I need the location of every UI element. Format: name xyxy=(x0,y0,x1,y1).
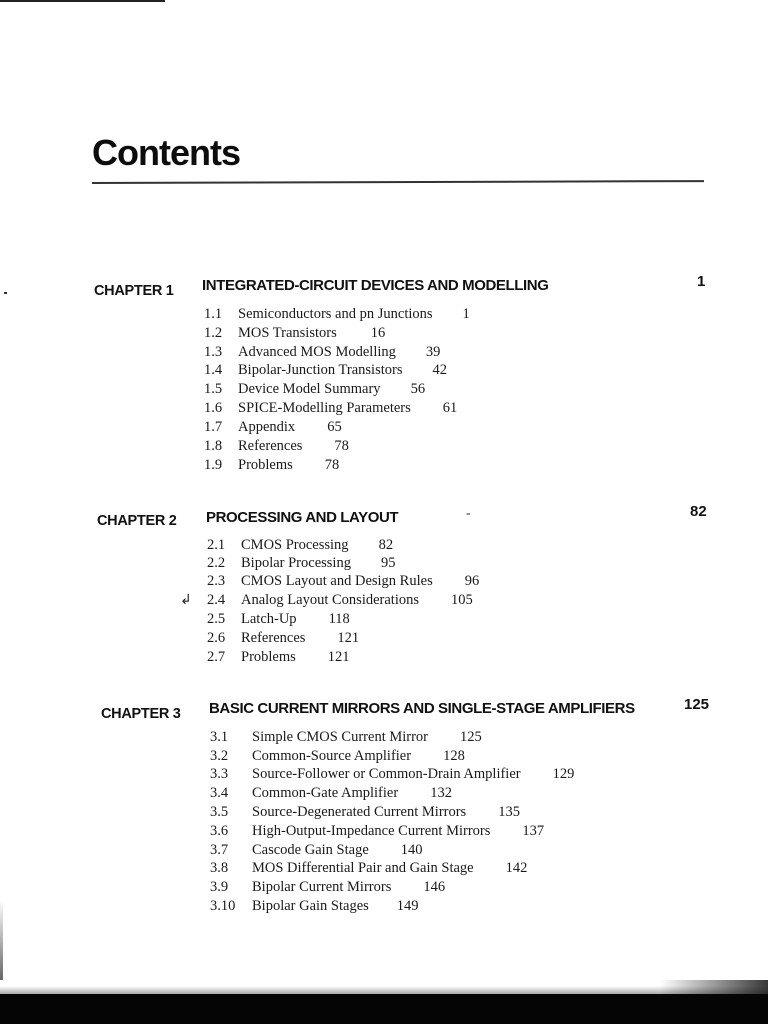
chapter-2-page: 82 xyxy=(690,503,707,520)
section-title: Bipolar-Junction Transistors xyxy=(238,362,403,378)
toc-entry xyxy=(204,306,470,323)
toc-entry xyxy=(210,823,544,840)
chapter-3-page: 125 xyxy=(684,696,710,713)
margin-speck xyxy=(4,292,7,294)
section-number: 1.8 xyxy=(204,438,223,454)
section-title: Semiconductors and pn Junctions xyxy=(238,306,433,322)
section-title: Advanced MOS Modelling xyxy=(238,344,396,360)
section-title: References xyxy=(241,630,306,646)
section-number: 1.7 xyxy=(204,419,223,435)
top-edge-rule xyxy=(0,0,165,2)
section-page: 96 xyxy=(464,573,480,589)
section-title: Common-Gate Amplifier xyxy=(252,785,399,801)
section-page: 56 xyxy=(410,381,426,397)
section-page: 137 xyxy=(522,823,545,839)
toc-entry xyxy=(210,766,574,783)
section-title: Bipolar Current Mirrors xyxy=(252,879,392,895)
toc-entry xyxy=(207,649,350,666)
section-page: 82 xyxy=(378,537,394,553)
toc-entry xyxy=(204,400,457,417)
toc-entry xyxy=(210,748,465,765)
chapter-3-title: BASIC CURRENT MIRRORS AND SINGLE-STAGE AMPLIFIERS xyxy=(209,700,635,717)
section-page: 135 xyxy=(498,804,520,820)
section-title: MOS Differential Pair and Gain Stage xyxy=(252,860,474,876)
section-page: 105 xyxy=(451,592,473,608)
section-number: 1.1 xyxy=(204,306,223,322)
section-page: 149 xyxy=(396,898,419,914)
section-page: 146 xyxy=(423,879,446,895)
section-number: 2.7 xyxy=(207,649,226,665)
title-underline xyxy=(92,180,704,184)
section-title: SPICE-Modelling Parameters xyxy=(238,400,411,416)
toc-entry xyxy=(210,842,423,859)
section-title: CMOS Processing xyxy=(241,537,349,553)
chapter-2-title: PROCESSING AND LAYOUT xyxy=(206,509,399,526)
section-number: 3.3 xyxy=(210,766,229,782)
section-title: Source-Degenerated Current Mirrors xyxy=(252,804,467,820)
hand-check-mark: ↲ xyxy=(180,593,192,608)
section-page: 16 xyxy=(370,325,386,341)
section-number: 1.2 xyxy=(204,325,223,341)
section-title: Appendix xyxy=(238,419,296,435)
section-page: 65 xyxy=(327,419,342,435)
section-number: 2.1 xyxy=(207,537,226,553)
page-left-edge-shadow xyxy=(0,900,3,980)
section-page: 121 xyxy=(327,649,350,665)
chapter-2-label: CHAPTER 2 xyxy=(97,513,177,529)
section-number: 2.2 xyxy=(207,555,226,571)
section-number: 1.9 xyxy=(204,457,223,473)
toc-entry xyxy=(210,729,482,746)
section-number: 3.8 xyxy=(210,860,229,876)
section-page: 78 xyxy=(324,457,340,473)
chapter-1-title: INTEGRATED-CIRCUIT DEVICES AND MODELLING xyxy=(202,277,549,294)
stray-mark: - xyxy=(466,506,471,521)
section-number: 1.3 xyxy=(204,344,223,360)
section-title: High-Output-Impedance Current Mirrors xyxy=(252,823,491,839)
toc-entry xyxy=(210,879,445,896)
section-number: 3.4 xyxy=(210,785,229,801)
toc-entry xyxy=(204,419,342,436)
section-page: 95 xyxy=(380,555,396,571)
scan-bottom-edge xyxy=(0,994,768,1024)
section-number: 1.4 xyxy=(204,362,223,378)
section-number: 2.5 xyxy=(207,611,226,627)
section-title: Device Model Summary xyxy=(238,381,381,397)
toc-entry xyxy=(207,555,395,572)
section-number: 1.6 xyxy=(204,400,223,416)
toc-entry xyxy=(210,804,520,821)
section-page: 118 xyxy=(328,611,350,627)
toc-entry xyxy=(207,592,473,609)
section-page: 125 xyxy=(460,729,482,745)
section-number: 3.10 xyxy=(210,898,236,914)
section-page: 129 xyxy=(552,766,575,782)
section-title: Simple CMOS Current Mirror xyxy=(252,729,429,745)
section-page: 128 xyxy=(443,748,465,764)
toc-entry xyxy=(204,381,425,398)
section-number: 1.5 xyxy=(204,381,223,397)
section-title: Cascode Gain Stage xyxy=(252,842,369,858)
section-number: 3.6 xyxy=(210,823,229,839)
chapter-3-label: CHAPTER 3 xyxy=(101,706,181,722)
toc-entry xyxy=(204,457,339,474)
toc-entry xyxy=(204,362,447,379)
section-page: 61 xyxy=(442,400,458,416)
section-title: Bipolar Gain Stages xyxy=(252,898,369,914)
section-number: 3.5 xyxy=(210,804,229,820)
section-number: 3.9 xyxy=(210,879,229,895)
section-page: 132 xyxy=(430,785,452,801)
section-title: Bipolar Processing xyxy=(241,555,351,571)
section-page: 140 xyxy=(400,842,423,858)
section-title: References xyxy=(238,438,303,454)
section-number: 2.6 xyxy=(207,630,226,646)
section-page: 78 xyxy=(334,438,349,454)
chapter-1-label: CHAPTER 1 xyxy=(94,283,174,299)
toc-entry xyxy=(204,344,440,361)
section-title: MOS Transistors xyxy=(238,325,337,341)
toc-entry xyxy=(210,860,527,877)
section-title: Latch-Up xyxy=(241,611,297,627)
chapter-1-page: 1 xyxy=(697,273,706,290)
toc-entry xyxy=(210,785,452,802)
section-page: 42 xyxy=(432,362,447,378)
section-page: 39 xyxy=(425,344,441,360)
section-title: Problems xyxy=(241,649,296,665)
toc-entry xyxy=(207,630,359,647)
section-title: CMOS Layout and Design Rules xyxy=(241,573,433,589)
section-title: Source-Follower or Common-Drain Amplifier xyxy=(252,766,521,782)
toc-entry xyxy=(204,325,385,342)
page-title: Contents xyxy=(92,132,240,173)
scan-smudge xyxy=(660,980,768,994)
section-number: 2.4 xyxy=(207,592,226,608)
section-title: Analog Layout Considerations xyxy=(241,592,420,608)
section-title: Common-Source Amplifier xyxy=(252,748,412,764)
section-number: 3.7 xyxy=(210,842,229,858)
toc-entry xyxy=(204,438,349,455)
section-number: 3.2 xyxy=(210,748,229,764)
section-number: 2.3 xyxy=(207,573,226,589)
toc-entry xyxy=(210,898,419,915)
toc-entry xyxy=(207,537,393,554)
section-title: Problems xyxy=(238,457,293,473)
section-page: 1 xyxy=(462,306,470,322)
section-page: 142 xyxy=(505,860,528,876)
section-number: 3.1 xyxy=(210,729,229,745)
toc-entry xyxy=(207,573,479,590)
section-page: 121 xyxy=(337,630,360,646)
toc-entry xyxy=(207,611,350,628)
